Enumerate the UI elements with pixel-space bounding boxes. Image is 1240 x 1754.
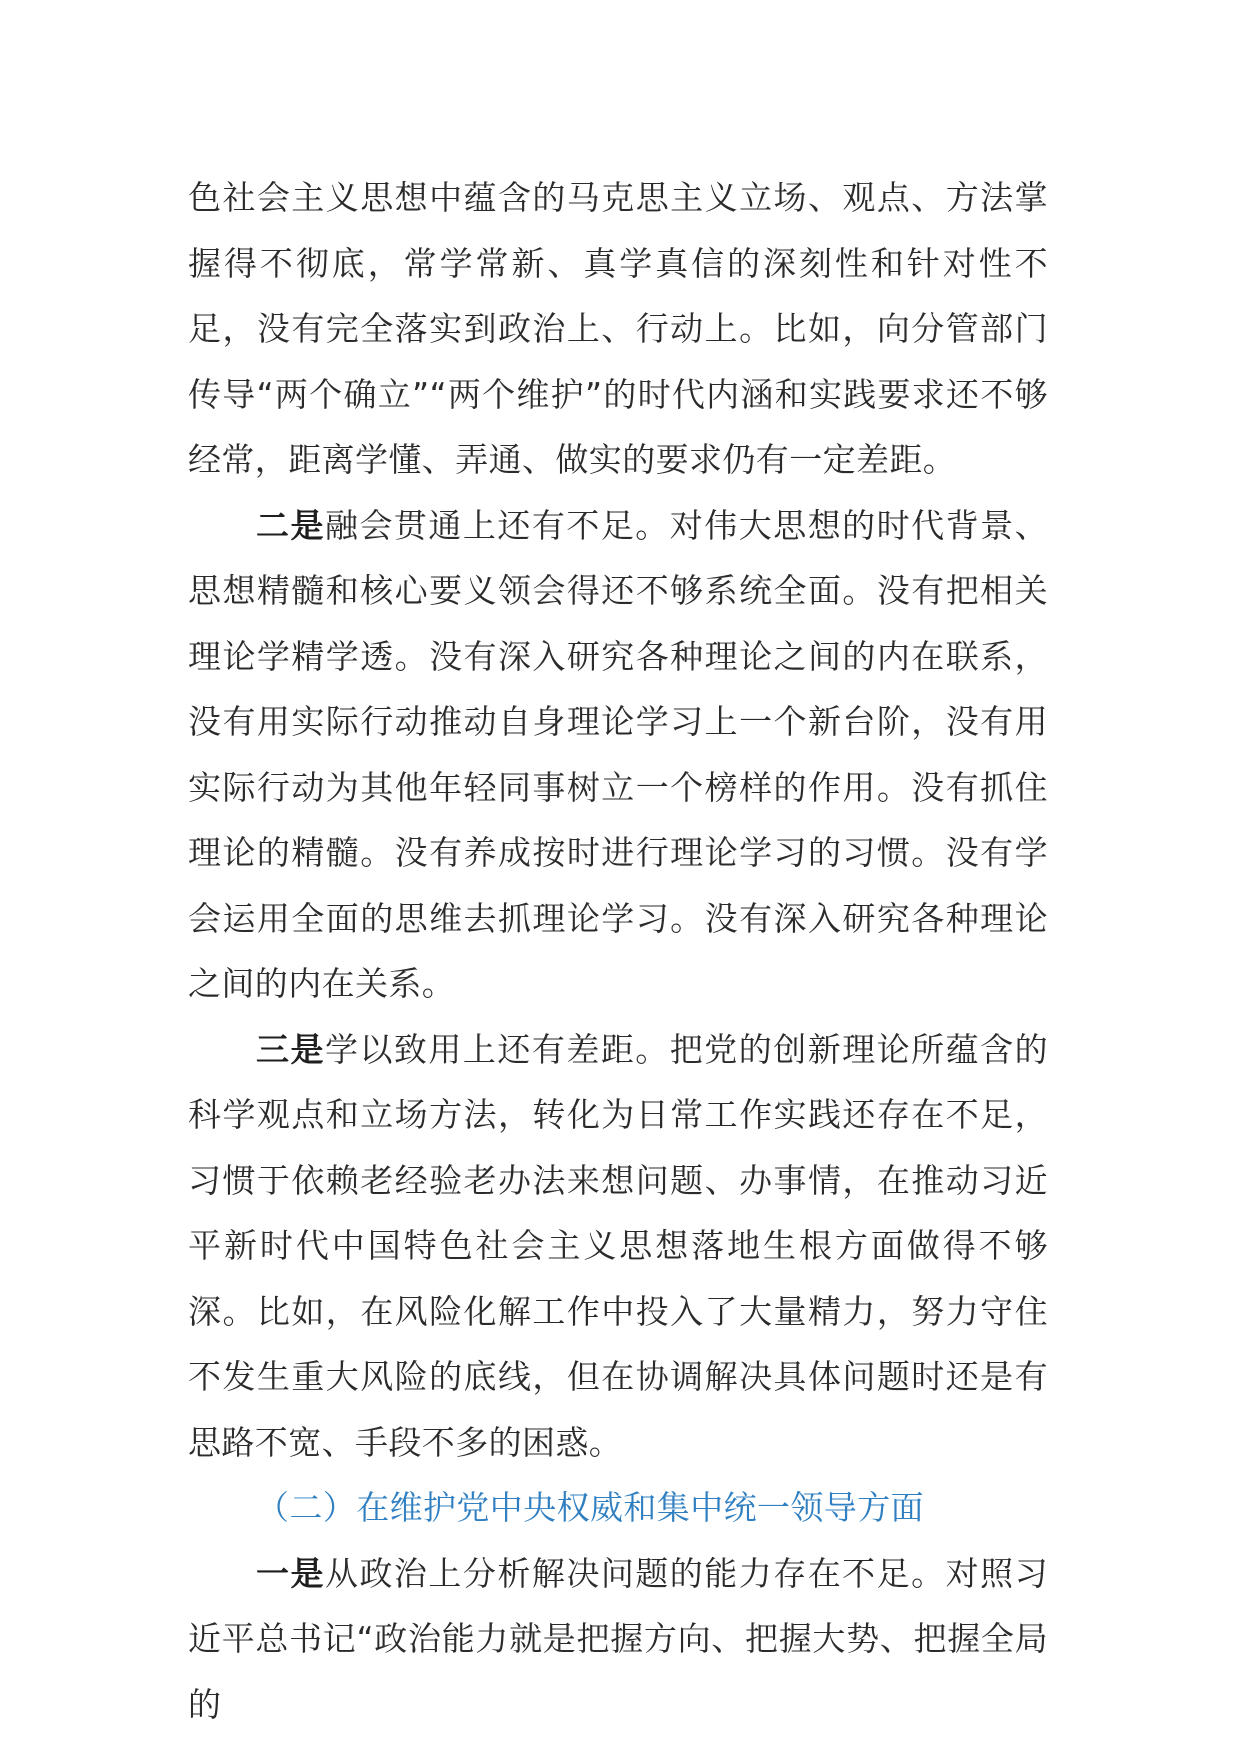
paragraph-2 xyxy=(188,493,1048,1017)
paragraph-2-lead: 二是 xyxy=(256,505,325,545)
paragraph-3 xyxy=(188,1017,1048,1476)
paragraph-4-text: 从政治上分析解决问题的能力存在不足。对照习近平总书记“政治能力就是把握方向、把握大势、把握全局的 xyxy=(188,1553,1048,1724)
paragraph-1 xyxy=(188,165,1048,493)
paragraph-1-text: 色社会主义思想中蕴含的马克思主义立场、观点、方法掌握得不彻底，常学常新、真学真信的深刻性和针对性不足，没有完全落实到政治上、行动上。比如，向分管部门传导“两个确立”“两个维护”的时代内涵和实践要求还不够经常，距离学懂、弄通、做实的要求仍有一定差距。 xyxy=(188,178,1048,479)
paragraph-3-text: 学以致用上还有差距。把党的创新理论所蕴含的科学观点和立场方法，转化为日常工作实践还存在不足，习惯于依赖老经验老办法来想问题、办事情，在推动习近平新时代中国特色社会主义思想落地生根方面做得不够深。比如，在风险化解工作中投入了大量精力，努力守住不发生重大风险的底线，但在协调解决具体问题时还是有思路不宽、手段不多的困惑。 xyxy=(188,1029,1048,1462)
paragraph-4 xyxy=(188,1541,1048,1738)
section-heading: （二）在维护党中央权威和集中统一领导方面 xyxy=(256,1488,924,1527)
paragraph-4-lead: 一是 xyxy=(256,1553,325,1593)
paragraph-3-lead: 三是 xyxy=(256,1029,325,1069)
document-page xyxy=(188,165,1048,1737)
paragraph-2-text: 融会贯通上还有不足。对伟大思想的时代背景、思想精髓和核心要义领会得还不够系统全面。没有把相关理论学精学透。没有深入研究各种理论之间的内在联系，没有用实际行动推动自身理论学习上一个新台阶，没有用实际行动为其他年轻同事树立一个榜样的作用。没有抓住理论的精髓。没有养成按时进行理论学习的习惯。没有学会运用全面的思维去抓理论学习。没有深入研究各种理论之间的内在关系。 xyxy=(188,505,1048,1003)
